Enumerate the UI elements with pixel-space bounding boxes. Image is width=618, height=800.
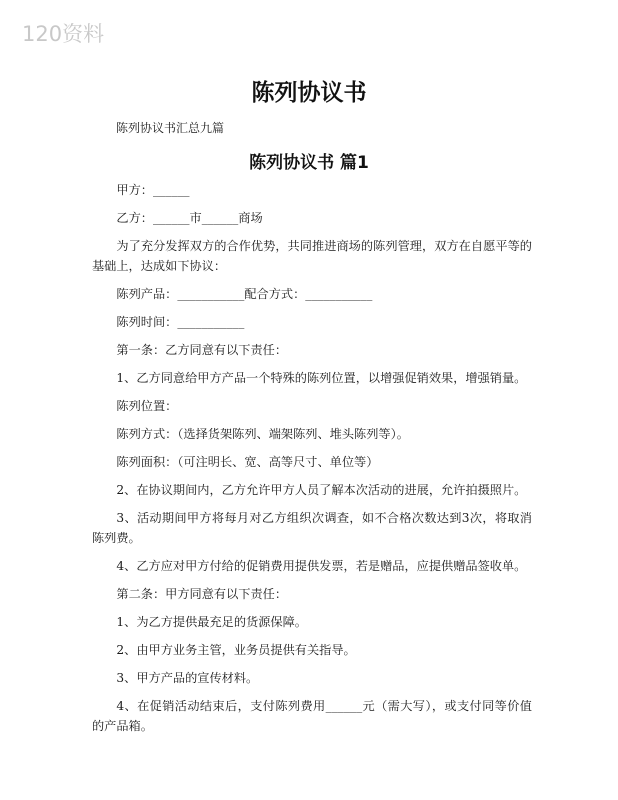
article-two-heading: 第二条：甲方同意有以下责任：: [116, 587, 288, 601]
article-one-item-2: 2、在协议期间内，乙方允许甲方人员了解本次活动的进展，允许拍摄照片。: [116, 483, 527, 497]
article-two-item-4: 4、在促销活动结束后，支付陈列费用______元（需大写），或支付同等价值的产品箱。: [92, 699, 532, 733]
party-b-line: 乙方：______市______商场: [116, 211, 263, 225]
document-body: [92, 180, 532, 744]
article-two-item-1: 1、为乙方提供最充足的货源保障。: [116, 615, 307, 629]
display-position-line: 陈列位置：: [116, 399, 178, 413]
article-one-heading: 第一条：乙方同意有以下责任：: [116, 343, 288, 357]
preamble-paragraph: 为了充分发挥双方的合作优势，共同推进商场的陈列管理，双方在自愿平等的基础上，达成如下协议：: [92, 239, 532, 273]
article-two-item-2: 2、由甲方业务主管，业务员提供有关指导。: [116, 643, 356, 657]
article-one-item-3: 3、活动期间甲方将每月对乙方组织次调查，如不合格次数达到3次，将取消陈列费。: [92, 511, 532, 545]
party-a-line: 甲方：______: [116, 183, 190, 197]
display-method-line: 陈列方式：（选择货架陈列、端架陈列、堆头陈列等）。: [116, 427, 409, 441]
article-one-item-4: 4、乙方应对甲方付给的促销费用提供发票，若是赠品，应提供赠品签收单。: [116, 559, 527, 573]
section-title: 陈列协议书 篇1: [249, 153, 369, 173]
article-one-item-1: 1、乙方同意给甲方产品一个特殊的陈列位置，以增强促销效果，增强销量。: [116, 371, 527, 385]
display-product-line: 陈列产品：___________配合方式：___________: [116, 287, 373, 301]
article-two-item-3: 3、甲方产品的宣传材料。: [116, 671, 259, 685]
display-time-line: 陈列时间：___________: [116, 315, 245, 329]
display-area-line: 陈列面积：（可注明长、宽、高等尺寸、单位等）: [116, 455, 379, 469]
document-subtitle: 陈列协议书汇总九篇: [116, 121, 225, 135]
watermark-logo: 120资料: [22, 22, 105, 46]
document-title: 陈列协议书: [251, 80, 367, 106]
